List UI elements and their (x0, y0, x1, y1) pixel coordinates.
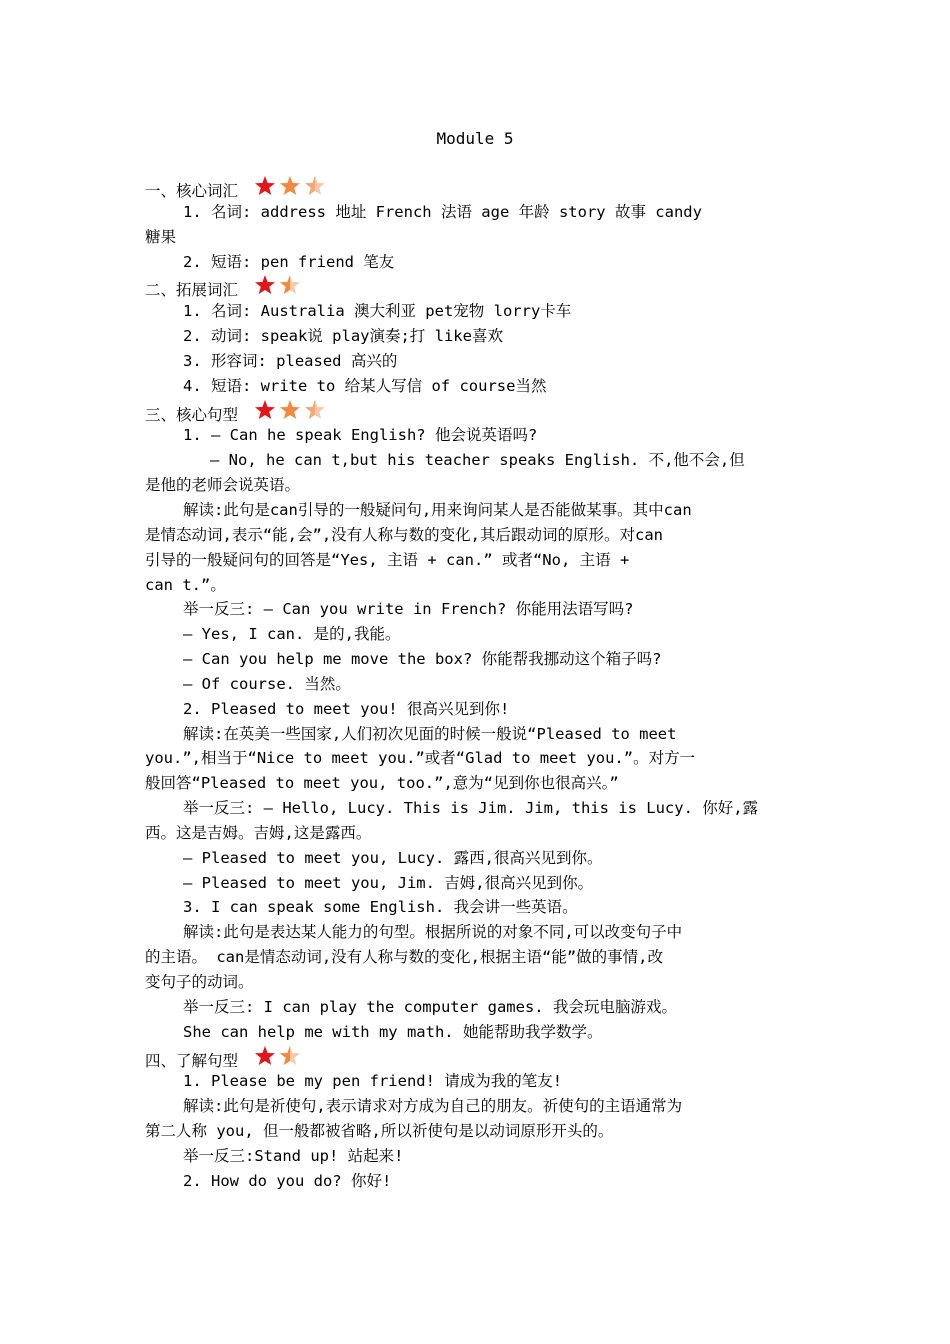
text-line: 2. 短语: pen friend 笔友 (183, 252, 395, 271)
text-line: 举一反三:Stand up! 站起来! (183, 1146, 404, 1165)
star-half-fill (280, 275, 290, 294)
text-line: 解读:在英美一些国家,人们初次见面的时候一般说“Pleased to meet (183, 724, 677, 743)
text-line: 解读:此句是表达某人能力的句型。根据所说的对象不同,可以改变句子中 (183, 923, 683, 942)
text-line: — Of course. 当然。 (183, 674, 351, 693)
star-half-fill (305, 400, 315, 419)
text-line: 2. How do you do? 你好! (183, 1171, 392, 1190)
heading-text: 四、了解句型 (145, 1051, 239, 1070)
text-line: you.”,相当于“Nice to meet you.”或者“Glad to meet you.”。对方一 (145, 749, 696, 768)
star-half-fill (305, 176, 315, 195)
text-line: 般回答“Pleased to meet you, too.”,意为“见到你也很高兴。” (145, 774, 619, 793)
star-rating-icon (255, 1045, 310, 1069)
text-line: — Pleased to meet you, Jim. 吉姆,很高兴见到你。 (183, 873, 594, 892)
text-line: 糖果 (145, 227, 177, 246)
text-line: 引导的一般疑问句的回答是“Yes, 主语 + can.” 或者“No, 主语 + (145, 550, 630, 569)
section-heading (145, 274, 805, 299)
heading-text: 一、核心词汇 (145, 182, 239, 200)
heading-text: 三、核心句型 (145, 405, 239, 424)
text-line: 的主语。 can是情态动词,没有人称与数的变化,根据主语“能”做的事情,改 (145, 948, 663, 967)
section-heading (145, 175, 805, 200)
star-icon (280, 176, 300, 195)
text-line: 3. 形容词: pleased 高兴的 (183, 351, 398, 370)
heading-text: 二、拓展词汇 (145, 281, 239, 300)
page-title: Module 5 (436, 129, 514, 148)
text-line: 变句子的动词。 (145, 973, 254, 991)
star-icon (255, 176, 275, 195)
text-line: — Yes, I can. 是的,我能。 (183, 625, 401, 644)
text-line: 2. Pleased to meet you! 很高兴见到你! (183, 699, 510, 718)
text-line: 解读:此句是can引导的一般疑问句,用来询问某人是否能做某事。其中can (183, 500, 692, 519)
text-line: 西。这是吉姆。吉姆,这是露西。 (145, 823, 372, 842)
text-line: 1. 名词: Australia 澳大利亚 pet宠物 lorry卡车 (183, 302, 572, 321)
star-icon (255, 1046, 275, 1065)
text-line: 解读:此句是祈使句,表示请求对方成为自己的朋友。祈使句的主语通常为 (183, 1097, 683, 1116)
star-rating-icon (255, 399, 335, 423)
document-body (145, 175, 805, 1194)
text-line: She can help me with my math. 她能帮助我学数学。 (183, 1022, 603, 1041)
text-line: 第二人称 you, 但一般都被省略,所以祈使句是以动词原形开头的。 (145, 1122, 614, 1141)
text-line: 举一反三: — Hello, Lucy. This is Jim. Jim, this is Lucy. 你好,露 (183, 799, 759, 818)
text-line: 3. I can speak some English. 我会讲一些英语。 (183, 898, 578, 917)
text-line: — No, he can t,but his teacher speaks English. 不,他不会,但 (210, 451, 745, 470)
text-line: — Pleased to meet you, Lucy. 露西,很高兴见到你。 (183, 848, 603, 867)
text-line: 举一反三: I can play the computer games. 我会玩电脑游戏。 (183, 997, 677, 1016)
section-heading (145, 399, 805, 424)
star-rating-icon (255, 274, 310, 298)
star-rating-icon (255, 175, 335, 199)
text-line: — Can you help me move the box? 你能帮我挪动这个箱子吗? (183, 650, 662, 669)
text-line: 1. Please be my pen friend! 请成为我的笔友! (183, 1072, 563, 1091)
text-line: 2. 动词: speak说 play演奏;打 like喜欢 (183, 327, 503, 346)
section-heading (145, 1045, 805, 1070)
star-icon (280, 400, 300, 419)
star-icon (255, 275, 275, 294)
text-line: 举一反三: — Can you write in French? 你能用法语写吗? (183, 600, 634, 619)
text-line: 4. 短语: write to 给某人写信 of course当然 (183, 376, 547, 395)
star-icon (255, 400, 275, 419)
text-line: 1. 名词: address 地址 French 法语 age 年龄 story 故事 candy (183, 202, 702, 221)
star-half-fill (280, 1046, 290, 1065)
text-line: 1. — Can he speak English? 他会说英语吗? (183, 426, 538, 445)
text-line: 是情态动词,表示“能,会”,没有人称与数的变化,其后跟动词的原形。对can (145, 525, 663, 544)
text-line: can t.”。 (145, 575, 226, 594)
text-line: 是他的老师会说英语。 (145, 476, 301, 495)
